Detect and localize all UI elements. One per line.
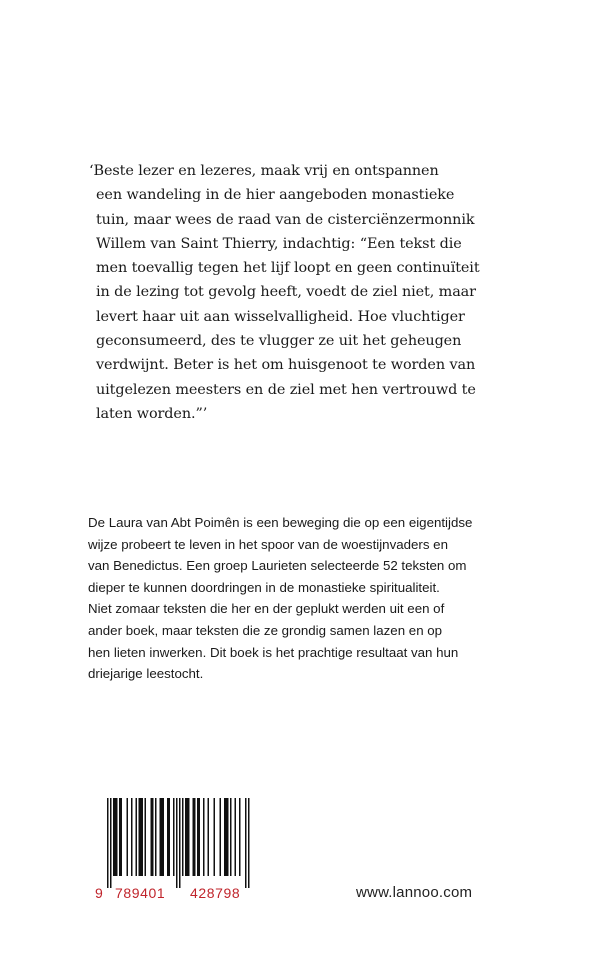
barcode-bar bbox=[224, 798, 226, 876]
barcode-bar bbox=[235, 798, 237, 876]
barcode-bar bbox=[161, 798, 163, 876]
barcode-bar bbox=[194, 798, 196, 876]
barcode-bar bbox=[127, 798, 129, 876]
barcode-bars bbox=[95, 798, 257, 894]
barcode-bar bbox=[208, 798, 210, 876]
quote-line: Willem van Saint Thierry, indachtig: “Een tekst die bbox=[96, 235, 462, 252]
barcode-bar bbox=[245, 798, 247, 888]
description-line: De Laura van Abt Poimên is een beweging die op een eigentijdse bbox=[88, 515, 473, 530]
back-cover-quote bbox=[89, 159, 496, 426]
barcode-bar bbox=[167, 798, 169, 876]
barcode-bar bbox=[193, 798, 195, 876]
isbn-first-digit: 9 bbox=[95, 885, 104, 901]
barcode-bar bbox=[182, 798, 184, 876]
barcode-bar bbox=[121, 798, 123, 876]
barcode-bar bbox=[140, 798, 142, 876]
quote-line: tuin, maar wees de raad van de cisterciënzermonnik bbox=[96, 211, 475, 228]
barcode-bar bbox=[197, 798, 199, 876]
description-line: wijze probeert te leven in het spoor van de woestijnvaders en bbox=[88, 536, 448, 552]
barcode-bar bbox=[220, 798, 222, 876]
quote-line: ‘Beste lezer en lezeres, maak vrij en ontspannen bbox=[89, 163, 439, 179]
barcode-bar bbox=[155, 798, 157, 876]
barcode-bar bbox=[169, 798, 171, 876]
barcode-bar bbox=[110, 798, 112, 888]
isbn-barcode bbox=[95, 798, 257, 906]
barcode-bar bbox=[113, 798, 115, 876]
barcode-bar bbox=[239, 798, 241, 876]
barcode-bar bbox=[173, 798, 175, 876]
barcode-bar bbox=[248, 798, 250, 888]
barcode-bar bbox=[151, 798, 153, 876]
barcode-bar bbox=[185, 798, 187, 876]
barcode-bar bbox=[188, 798, 190, 876]
isbn-right-group: 428798 bbox=[190, 885, 241, 901]
barcode-bar bbox=[107, 798, 109, 888]
barcode-bar bbox=[115, 798, 117, 876]
quote-line: laten worden.”’ bbox=[96, 405, 208, 422]
barcode-bar bbox=[136, 798, 138, 876]
quote-line: geconsumeerd, des te vlugger ze uit het geheugen bbox=[96, 333, 462, 350]
isbn-number bbox=[95, 885, 257, 905]
description-line: driejarige leestocht. bbox=[88, 666, 204, 682]
barcode-bar bbox=[179, 798, 181, 888]
barcode-bar bbox=[226, 798, 228, 876]
barcode-bar bbox=[214, 798, 216, 876]
barcode-bar bbox=[142, 798, 144, 876]
barcode-bar bbox=[131, 798, 133, 876]
description-line: van Benedictus. Een groep Laurieten selecteerde 52 teksten om bbox=[88, 558, 467, 574]
barcode-bar bbox=[203, 798, 205, 876]
barcode-bar bbox=[145, 798, 147, 876]
publisher-website: www.lannoo.com bbox=[356, 884, 473, 901]
description-line: Niet zomaar teksten die her en der geplukt werden uit een of bbox=[88, 601, 445, 617]
quote-line: verdwijnt. Beter is het om huisgenoot te worden van bbox=[96, 357, 476, 374]
book-description bbox=[88, 512, 528, 685]
barcode-bar bbox=[199, 798, 201, 876]
barcode-bar bbox=[187, 798, 189, 876]
isbn-left-group: 789401 bbox=[115, 885, 166, 901]
barcode-bar bbox=[139, 798, 141, 876]
description-line: ander boek, maar teksten die ze grondig samen lazen en op bbox=[88, 622, 443, 638]
quote-line: men toevallig tegen het lijf loopt en geen continuïteit bbox=[96, 260, 480, 277]
barcode-bar bbox=[152, 798, 154, 876]
barcode-bar bbox=[227, 798, 229, 876]
quote-line: in de lezing tot gevolg heeft, voedt de ziel niet, maar bbox=[96, 284, 476, 301]
barcode-bar bbox=[116, 798, 118, 876]
barcode-bar bbox=[160, 798, 162, 876]
quote-line: een wandeling in de hier aangeboden monastieke bbox=[96, 187, 455, 204]
description-line: hen lieten inwerken. Dit boek is het prachtige resultaat van hun bbox=[88, 644, 459, 660]
quote-line: levert haar uit aan wisselvalligheid. Hoe vluchtiger bbox=[96, 308, 465, 325]
barcode-bar bbox=[230, 798, 232, 876]
barcode-bar bbox=[176, 798, 178, 888]
description-line: dieper te kunnen doordringen in de monastieke spiritualiteit. bbox=[88, 579, 440, 595]
barcode-bar bbox=[119, 798, 121, 876]
barcode-bar bbox=[163, 798, 165, 876]
quote-line: uitgelezen meesters en de ziel met hen vertrouwd te bbox=[96, 381, 476, 398]
